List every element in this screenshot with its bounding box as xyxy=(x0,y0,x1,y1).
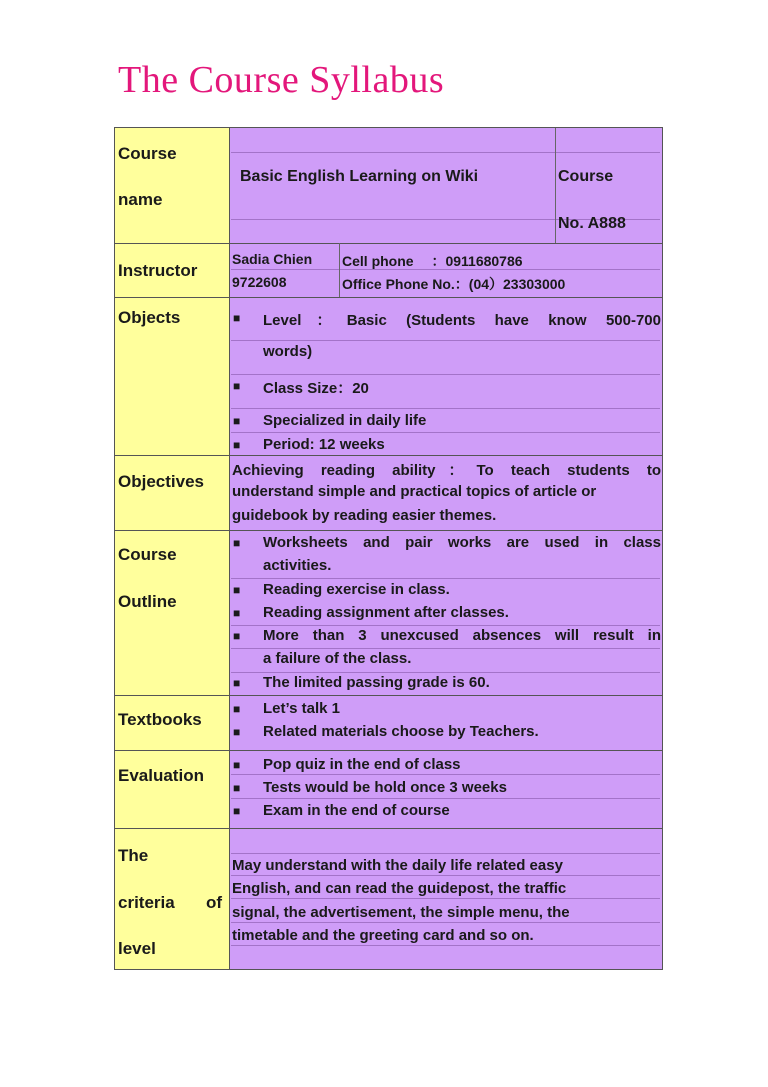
objectives-line: guidebook by reading easier themes. xyxy=(232,507,497,524)
textbook-item: Let’s talk 1 xyxy=(263,700,340,717)
black-square-bullet-icon: ■ xyxy=(233,629,241,643)
outline-item-cont: a failure of the class. xyxy=(263,650,412,667)
objectives-line: Achieving reading ability：To teach students to xyxy=(232,462,661,479)
black-square-bullet-icon: ■ xyxy=(233,311,241,325)
outline-label: Outline xyxy=(118,592,177,611)
criteria-label: level xyxy=(118,939,156,958)
instructor-name: Sadia Chien xyxy=(232,251,313,267)
row-divider xyxy=(115,243,662,244)
objects-specialized: Specialized in daily life xyxy=(263,412,427,429)
inner-line xyxy=(231,922,660,923)
inner-line xyxy=(231,672,660,673)
black-square-bullet-icon: ■ xyxy=(233,781,241,795)
black-square-bullet-icon: ■ xyxy=(233,583,241,597)
instructor-id: 9722608 xyxy=(232,274,287,290)
criteria-line: May understand with the daily life related easy xyxy=(232,857,563,874)
black-square-bullet-icon: ■ xyxy=(233,414,241,428)
criteria-label: criteria xyxy=(118,893,175,912)
office-phone: Office Phone No.：(04）23303000 xyxy=(342,276,566,292)
black-square-bullet-icon: ■ xyxy=(233,725,241,739)
black-square-bullet-icon: ■ xyxy=(233,536,241,550)
outline-item: Reading exercise in class. xyxy=(263,581,450,598)
course-name-value: Basic English Learning on Wiki xyxy=(240,168,479,185)
criteria-label: of xyxy=(206,893,223,912)
black-square-bullet-icon: ■ xyxy=(233,676,241,690)
column-divider xyxy=(339,243,340,297)
inner-line xyxy=(231,374,660,375)
objectives-label: Objectives xyxy=(118,472,204,491)
objects-level-cont: words) xyxy=(263,343,313,360)
row-divider xyxy=(115,695,662,696)
textbook-item: Related materials choose by Teachers. xyxy=(263,723,539,740)
objectives-line: understand simple and practical topics of article or xyxy=(232,483,597,500)
criteria-line: English, and can read the guidepost, the traffic xyxy=(232,880,567,897)
course-number-label: Course xyxy=(558,168,614,185)
criteria-line: timetable and the greeting card and so on. xyxy=(232,927,534,944)
textbooks-label: Textbooks xyxy=(118,710,202,729)
black-square-bullet-icon: ■ xyxy=(233,804,241,818)
inner-line xyxy=(231,945,660,946)
inner-line xyxy=(231,152,660,153)
inner-line xyxy=(231,648,660,649)
inner-line xyxy=(231,578,660,579)
outline-item: More than 3 unexcused absences will result in xyxy=(263,627,661,644)
page-title: The Course Syllabus xyxy=(118,59,445,101)
objects-period: Period: 12 weeks xyxy=(263,436,385,453)
evaluation-item: Pop quiz in the end of class xyxy=(263,756,461,773)
inner-line xyxy=(231,798,660,799)
outline-item: Reading assignment after classes. xyxy=(263,604,509,621)
inner-line xyxy=(231,898,660,899)
evaluation-label: Evaluation xyxy=(118,766,204,785)
row-divider xyxy=(115,297,662,298)
black-square-bullet-icon: ■ xyxy=(233,758,241,772)
inner-line xyxy=(231,408,660,409)
outline-label: Course xyxy=(118,545,177,564)
inner-line xyxy=(231,774,660,775)
inner-line xyxy=(231,340,660,341)
black-square-bullet-icon: ■ xyxy=(233,438,241,452)
objects-class-size: Class Size：20 xyxy=(263,380,369,397)
objects-level: Level：Basic (Students have know 500-700 xyxy=(263,312,661,329)
evaluation-item: Exam in the end of course xyxy=(263,802,450,819)
black-square-bullet-icon: ■ xyxy=(233,379,241,393)
evaluation-item: Tests would be hold once 3 weeks xyxy=(263,779,507,796)
row-divider xyxy=(115,750,662,751)
inner-line xyxy=(231,853,660,854)
inner-line xyxy=(231,432,660,433)
criteria-line: signal, the advertisement, the simple menu, the xyxy=(232,904,570,921)
course-name-label: Course xyxy=(118,144,177,163)
black-square-bullet-icon: ■ xyxy=(233,702,241,716)
objects-label: Objects xyxy=(118,308,181,327)
row-divider xyxy=(115,530,662,531)
criteria-label: The xyxy=(118,846,149,865)
course-number-value: No. A888 xyxy=(558,215,626,232)
course-name-label: name xyxy=(118,190,163,209)
outline-item: Worksheets and pair works are used in class xyxy=(263,534,661,551)
syllabus-table xyxy=(114,127,663,970)
black-square-bullet-icon: ■ xyxy=(233,606,241,620)
row-divider xyxy=(115,828,662,829)
outline-item-cont: activities. xyxy=(263,557,332,574)
row-divider xyxy=(115,455,662,456)
inner-line xyxy=(231,875,660,876)
column-divider xyxy=(555,128,556,243)
inner-line xyxy=(231,625,660,626)
cell-phone: Cell phone ：0911680786 xyxy=(342,253,523,269)
instructor-label: Instructor xyxy=(118,261,198,280)
outline-item: The limited passing grade is 60. xyxy=(263,674,490,691)
